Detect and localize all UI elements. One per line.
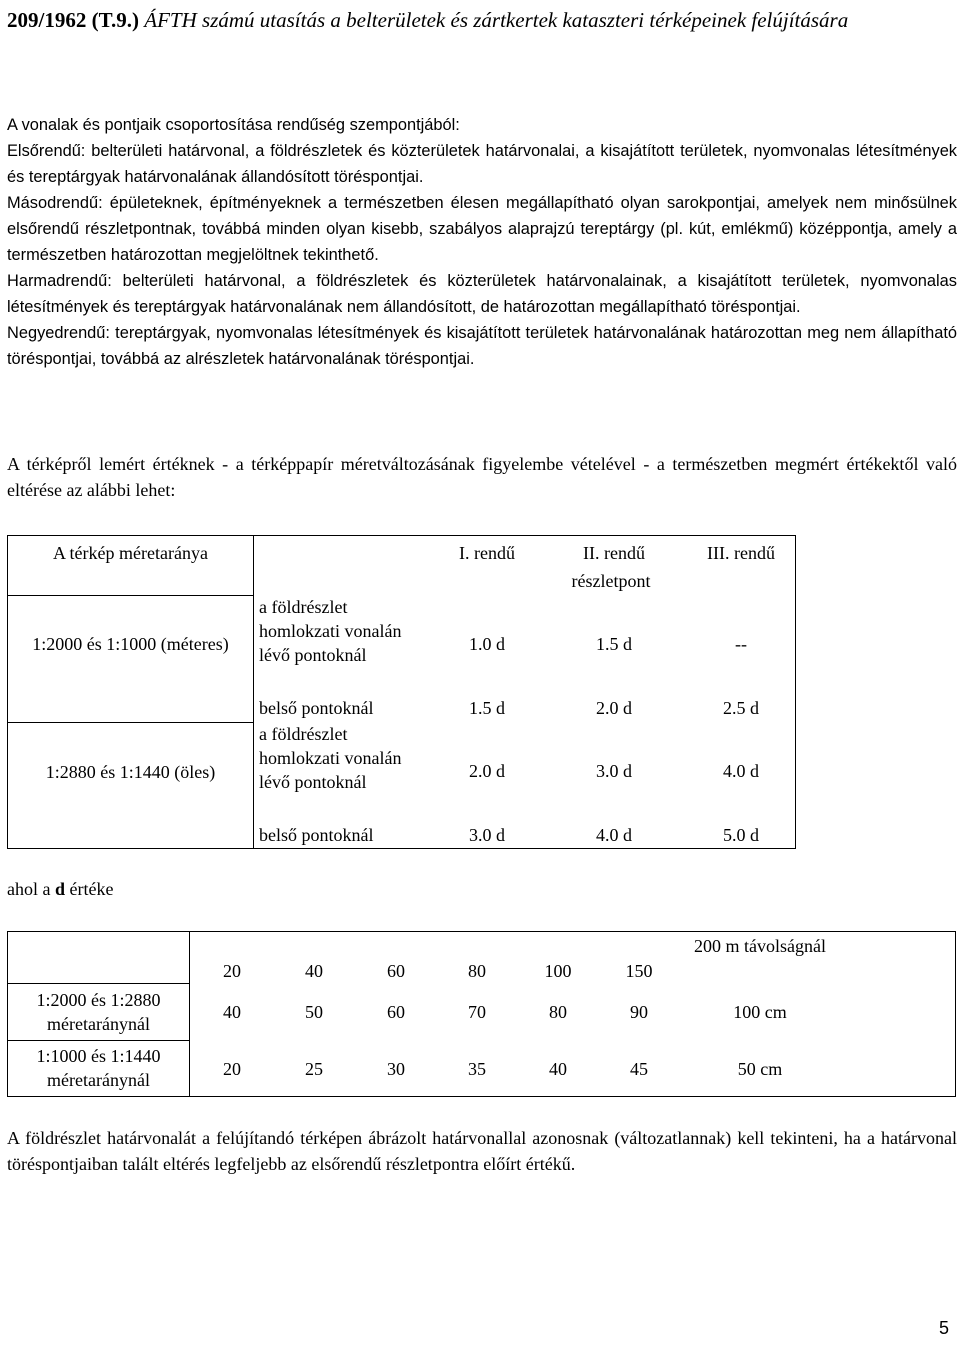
grouping-section — [7, 112, 957, 372]
d-value-cell: 30 — [387, 1059, 405, 1079]
page-number: 5 — [938, 1318, 949, 1338]
table-hline — [8, 722, 253, 723]
table-divider — [253, 536, 254, 848]
table-divider — [189, 932, 190, 1096]
distance-header: 40 — [305, 961, 323, 981]
decree-number: 209/1962 (T.9.) — [7, 8, 140, 32]
grouping-heading: A vonalak és pontjaik csoportosítása rendűség szempontjából: — [7, 116, 460, 134]
distance-header: 60 — [387, 961, 405, 981]
closing-paragraph: A földrészlet határvonalát a felújítandó térképen ábrázolt határvonallal azonosnak (változatlannak) kell tekinteni, ha a határvonal töréspontjaiban talált eltérés legfeljebb az elsőrendű részletpontra előírt értékű. — [7, 1128, 957, 1174]
value-cell: 4.0 d — [723, 761, 759, 781]
third-order-paragraph: Harmadrendű: belterületi határvonal, a földrészletek és közterületek határvonalainak, a kisajátított területek, nyomvonalas létesítmények és tereptárgyak határvonalának nem állandósított, de határozottan megállapítható töréspontjai. — [7, 272, 957, 316]
row-label-scale: 1:2000 és 1:2880 méretaránynál — [36, 990, 161, 1034]
value-cell: 2.0 d — [469, 761, 505, 781]
scale-group-fathom: 1:2880 és 1:1440 (öles) — [45, 762, 216, 782]
value-cell: 1.0 d — [469, 634, 505, 654]
distance-header: 200 m távolságnál — [694, 936, 826, 956]
value-cell: 3.0 d — [596, 761, 632, 781]
tolerance-table — [7, 535, 796, 849]
second-order-paragraph: Másodrendű: épületeknek, építményeknek a természetben élesen megállapítható olyan sarokpontjai, amelyek nem minősülnek elsőrendű részletpontnak, továbbá minden olyan kisebb, szabályos alaprajzú tereptárgy (pl. kút, emlékmű) középpontja, amely a természetben határozottan megjelöltnek tekinthető. — [7, 194, 957, 264]
col-header-third-order: III. rendű — [707, 543, 775, 563]
d-value-cell: 70 — [468, 1002, 486, 1022]
value-cell: 1.5 d — [469, 698, 505, 718]
table-hline — [8, 1040, 189, 1041]
d-value-cell: 80 — [549, 1002, 567, 1022]
d-value-cell: 50 cm — [737, 1059, 783, 1079]
d-value-cell: 50 — [305, 1002, 323, 1022]
distance-header: 80 — [468, 961, 486, 981]
value-cell: 2.0 d — [596, 698, 632, 718]
row-label-inner: belső pontoknál — [259, 825, 374, 845]
d-value-cell: 35 — [468, 1059, 486, 1079]
distance-header: 150 — [625, 961, 653, 981]
d-value-cell: 60 — [387, 1002, 405, 1022]
row-label-frontage: a földrészlet homlokzati vonalán lévő pontoknál — [259, 724, 402, 792]
document-title — [7, 4, 957, 36]
value-cell: 1.5 d — [596, 634, 632, 654]
row-label-inner: belső pontoknál — [259, 698, 374, 718]
row-label-scale: 1:1000 és 1:1440 méretaránynál — [36, 1046, 161, 1090]
fourth-order-paragraph: Negyedrendű: tereptárgyak, nyomvonalas létesítmények és kisajátított területek határvonalának határozottan meg nem állapítható töréspontjai, továbbá az alrészletek határvonalának töréspontjai. — [7, 324, 957, 368]
distance-header: 100 — [544, 961, 572, 981]
deviation-intro: A térképről lemért értéknek - a térképpapír méretváltozásának figyelembe vételével - a természetben megmért értékektől való eltérése az alábbi lehet: — [7, 454, 957, 500]
table-hline — [8, 983, 189, 984]
col-header-second-order: II. rendű — [583, 543, 645, 563]
d-symbol: d — [54, 879, 65, 899]
d-value-cell: 40 — [223, 1002, 241, 1022]
decree-title: ÁFTH számú utasítás a belterületek és zártkertek kataszteri térképeinek felújítására — [139, 8, 849, 32]
value-cell: -- — [735, 634, 747, 654]
distance-header: 20 — [223, 961, 241, 981]
table-hline — [8, 595, 253, 596]
d-value-table — [7, 931, 956, 1097]
value-cell: 2.5 d — [723, 698, 759, 718]
value-cell: 5.0 d — [723, 825, 759, 845]
d-value-cell: 45 — [630, 1059, 648, 1079]
detail-point-subheader: részletpont — [571, 571, 651, 591]
col-header-first-order: I. rendű — [459, 543, 515, 563]
scale-group-meter: 1:2000 és 1:1000 (méteres) — [32, 634, 229, 654]
d-value-cell: 100 cm — [733, 1002, 787, 1022]
scale-header: A térkép méretaránya — [53, 543, 208, 563]
value-cell: 4.0 d — [596, 825, 632, 845]
d-value-cell: 25 — [305, 1059, 323, 1079]
d-value-caption: ahol a d értéke — [7, 879, 114, 899]
row-label-frontage: a földrészlet homlokzati vonalán lévő pontoknál — [259, 597, 402, 665]
first-order-paragraph: Elsőrendű: belterületi határvonal, a földrészletek és közterületek határvonalai, a kisajátított területek, nyomvonalas létesítmények és tereptárgyak határvonalának állandósított töréspontjai. — [7, 142, 957, 186]
d-value-cell: 90 — [630, 1002, 648, 1022]
d-value-cell: 20 — [223, 1059, 241, 1079]
d-value-cell: 40 — [549, 1059, 567, 1079]
value-cell: 3.0 d — [469, 825, 505, 845]
